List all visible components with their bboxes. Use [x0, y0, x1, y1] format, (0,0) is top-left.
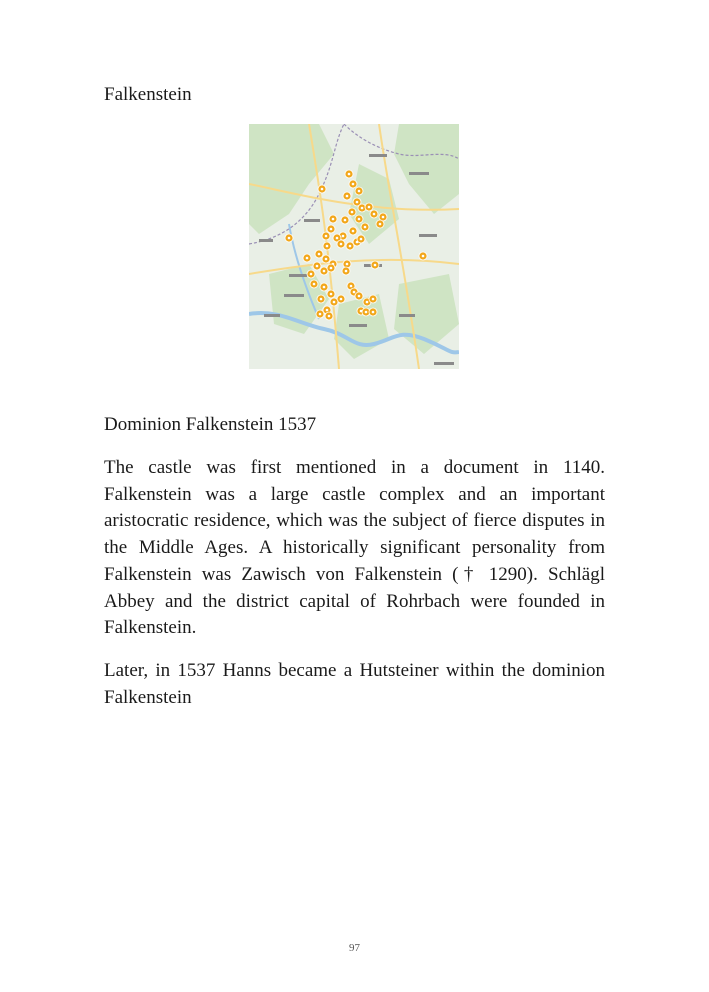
map-marker	[322, 255, 330, 263]
map-marker	[318, 185, 326, 193]
map-marker	[357, 235, 365, 243]
map-marker	[317, 295, 325, 303]
map-marker	[337, 240, 345, 248]
map-marker	[320, 283, 328, 291]
map-marker	[341, 216, 349, 224]
map-marker	[369, 308, 377, 316]
map-marker	[419, 252, 427, 260]
location-map	[249, 124, 459, 369]
paragraph-hutsteiner: Later, in 1537 Hanns became a Hutsteiner within the dominion Falkenstein	[104, 660, 605, 708]
map-marker	[327, 290, 335, 298]
map-marker	[349, 227, 357, 235]
paragraph-castle-history: The castle was first mentioned in a document in 1140. Falkenstein was a large castle complex and an important aristocratic residence, which was the subject of fierce disputes in the Middle Ages. A historically significant personality from Falkenstein was Zawisch von Falkenstein († 1290). Schlägl Abbey and the district capital of Rohrbach were founded in Falkenstein.	[104, 457, 605, 639]
map-marker	[330, 298, 338, 306]
map-marker	[325, 312, 333, 320]
map-marker	[345, 170, 353, 178]
page-heading: Falkenstein	[104, 84, 192, 105]
map-marker	[315, 250, 323, 258]
map-marker	[349, 180, 357, 188]
map-marker	[343, 192, 351, 200]
map-marker	[323, 242, 331, 250]
map-marker	[376, 220, 384, 228]
map-marker	[313, 262, 321, 270]
map-marker	[322, 232, 330, 240]
map-marker	[327, 225, 335, 233]
map-marker	[310, 280, 318, 288]
map-marker	[285, 234, 293, 242]
map-marker	[316, 310, 324, 318]
map-marker	[365, 203, 373, 211]
section-title: Dominion Falkenstein 1537	[104, 414, 317, 435]
map-marker	[371, 261, 379, 269]
map-marker	[370, 210, 378, 218]
map-marker	[327, 264, 335, 272]
map-marker	[361, 223, 369, 231]
map-marker	[355, 215, 363, 223]
map-marker	[303, 254, 311, 262]
page-number: 97	[349, 942, 360, 954]
map-marker	[355, 292, 363, 300]
map-graphic	[249, 124, 459, 369]
map-marker	[342, 267, 350, 275]
map-marker	[348, 208, 356, 216]
map-marker	[329, 215, 337, 223]
map-marker	[369, 295, 377, 303]
map-marker	[355, 187, 363, 195]
map-marker	[307, 270, 315, 278]
